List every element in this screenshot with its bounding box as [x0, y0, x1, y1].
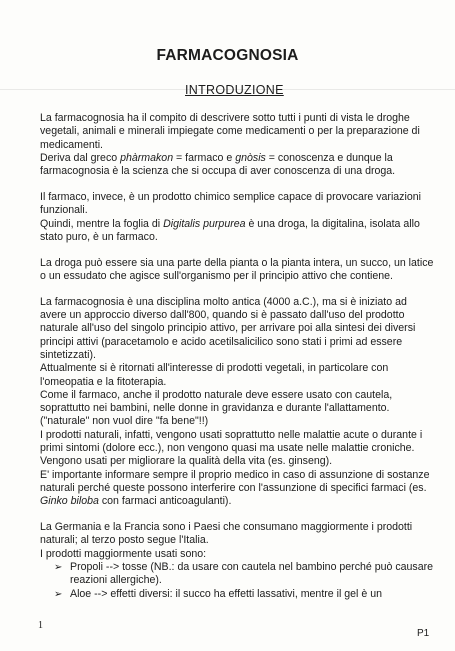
text-run: è una droga, la digitalina, isolata allo stato puro, è un farmaco.	[40, 217, 420, 243]
list-item: ➢ Propoli --> tosse (NB.: da usare con cautela nel bambino perché può causare reazioni allergiche).	[54, 561, 435, 588]
paragraph: I prodotti naturali, infatti, vengono usati soprattutto nelle malattie acute o durante i primi sintomi (dolore ecc.), non vengono quasi ma usate nelle malattie croniche. Vengono usati per migliorare la qualità della vita (es. ginseng).	[40, 428, 423, 468]
italic-term: Digitalis purpurea	[163, 217, 246, 230]
paragraph	[40, 152, 435, 179]
italic-term: Ginko biloba	[40, 495, 99, 508]
text-run: con farmaci anticoagulanti).	[98, 495, 232, 508]
paragraph: Il farmaco, invece, è un prodotto chimico semplice capace di provocare variazioni funzionali.	[40, 190, 421, 217]
paragraph: I prodotti maggiormente usati sono:	[40, 547, 207, 560]
paragraph: La farmacognosia ha il compito di descrivere sotto tutti i punti di vista le droghe vegetali, animali e minerali impiegate come medicamenti o per la preparazione di medicamenti.	[40, 112, 420, 151]
text-run: = conoscenza e dunque la farmacognosia è la scienza che si occupa di aver conoscenza di una droga.	[40, 151, 396, 178]
page-label: P1	[417, 628, 430, 639]
italic-term: phàrmakon	[120, 151, 174, 164]
list-item: ➢ Aloe --> effetti diversi: il succo ha effetti lassativi, mentre il gel è un	[54, 588, 435, 601]
paragraph: La Germania e la Francia sono i Paesi che consumano maggiormente i prodotti naturali; al terzo posto segue l'Italia.	[40, 521, 413, 547]
text-run: = farmaco e	[173, 151, 236, 164]
text-run: Deriva dal greco	[40, 151, 121, 164]
paragraph: La droga può essere sia una parte della pianta o la pianta intera, un succo, un latice o un essudato che agisce sull'organismo per il principio attivo che contiene.	[40, 256, 434, 282]
section-heading: INTRODUZIONE	[185, 83, 284, 97]
document-body	[40, 112, 435, 601]
paragraph	[40, 218, 435, 245]
bullet-list	[40, 561, 435, 601]
text-run: E' importante informare sempre il proprio medico in caso di assunzione di sostanze naturali perché queste possono interferire con l'assunzione di specifici farmaci (es.	[40, 468, 430, 494]
paragraph: Attualmente si è ritornati all'interesse di prodotti vegetali, in particolare con l'omeopatia e la fitoterapia.	[40, 362, 389, 388]
italic-term: gnòsis	[235, 151, 266, 164]
paragraph: Come il farmaco, anche il prodotto naturale deve essere usato con cautela, soprattutto nei bambini, nelle donne in gravidanza e durante l'allattamento. ("naturale" non vuol dire "fa bene"!!)	[40, 388, 393, 428]
text-run: Quindi, mentre la foglia di	[40, 217, 164, 230]
page-number: 1	[38, 620, 43, 631]
paragraph: La farmacognosia è una disciplina molto antica (4000 a.C.), ma si è iniziato ad avere un approccio diverso dall'800, quando si è passato dall'uso del prodotto naturale all'uso del singolo principio attivo, per arrivare poi alla sintesi dei diversi principi attivi (paracetamolo e acido acetilsalicilico sono stati i primi ad essere sintetizzati).	[40, 295, 416, 361]
document-title: FARMACOGNOSIA	[156, 47, 299, 64]
paragraph	[40, 469, 435, 509]
